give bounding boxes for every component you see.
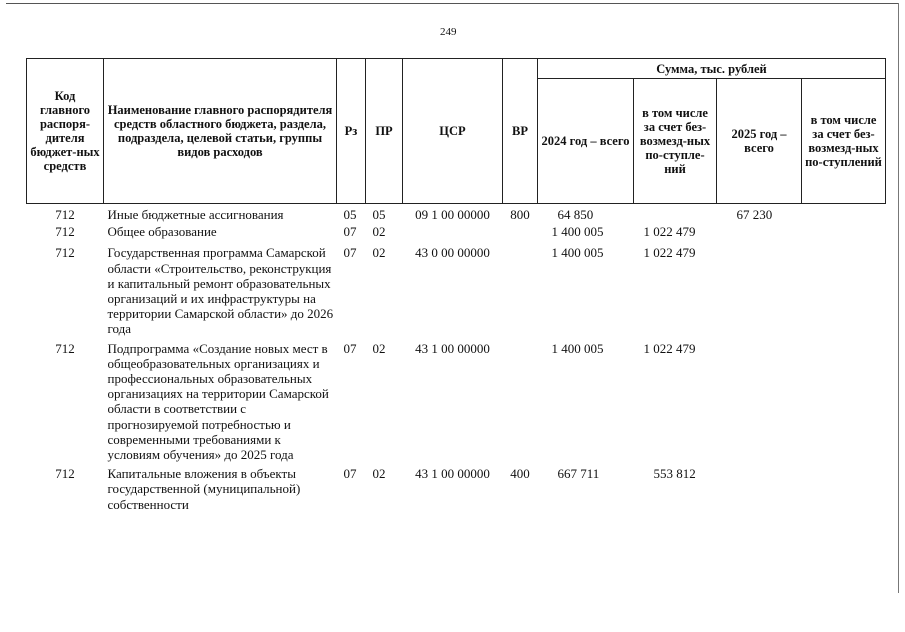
cell-code: 712: [55, 340, 75, 356]
cell-2024-grants: 1 022 479: [643, 245, 696, 261]
page-right-edge: [898, 3, 899, 593]
cell-2025-total: [717, 241, 802, 338]
cell-2025-grants: [802, 464, 886, 514]
table-row: [27, 204, 886, 225]
cell-pr: 02: [372, 466, 386, 482]
cell-csr: 43 0 00 00000: [415, 245, 490, 261]
header-2024-total: 2024 год – всего: [538, 79, 634, 204]
cell-csr: 43 1 00 00000: [415, 466, 490, 482]
budget-table: [26, 58, 886, 514]
page-top-edge: [6, 3, 899, 4]
cell-2025-total: 67 230: [736, 207, 773, 222]
cell-name: Государственная программа Самарской области «Строительство, реконструкция и капитальный ремонт образовательных организаций и их инфраструктуры на территории Самарской области» до 2026 года: [107, 245, 334, 337]
cell-2025-grants: [802, 241, 886, 338]
cell-vr: 400: [510, 466, 530, 482]
header-vr: ВР: [503, 59, 538, 204]
cell-pr: 02: [372, 245, 386, 261]
cell-2024-total: 64 850: [557, 207, 594, 222]
cell-rz: 07: [343, 245, 357, 261]
cell-2024-total: 667 711: [557, 466, 600, 482]
cell-2025-grants: [802, 204, 886, 225]
cell-2025-grants: [802, 224, 886, 241]
cell-vr: [503, 224, 538, 241]
cell-code: 712: [55, 207, 75, 222]
cell-pr: 02: [372, 224, 386, 240]
header-name: Наименование главного распорядителя средств областного бюджета, раздела, подраздела, целевой статьи, группы видов расходов: [104, 59, 337, 204]
cell-name: Общее образование: [107, 224, 217, 240]
cell-2024-total: 1 400 005: [551, 245, 604, 261]
cell-name: Подпрограмма «Создание новых мест в общеобразовательных организациях и профессиональных образовательных организациях на территории Самарской области в соответствии с прогнозируемой потребностью и современными требованиями к условиям обучения» до 2025 года: [107, 340, 329, 463]
cell-2025-total: [717, 339, 802, 465]
header-2025-grants: в том числе за счет без-возмезд-ных по-ступлений: [802, 79, 886, 204]
cell-2024-grants: 1 022 479: [643, 340, 696, 356]
cell-code: 712: [55, 466, 75, 482]
cell-2024-grants: [634, 204, 717, 225]
cell-2025-grants: [802, 339, 886, 465]
cell-code: 712: [55, 245, 75, 261]
cell-vr: 800: [510, 207, 530, 222]
page-number: 249: [440, 26, 457, 38]
header-csr: ЦСР: [403, 59, 503, 204]
cell-rz: 07: [343, 224, 357, 240]
cell-code: 712: [55, 224, 75, 240]
cell-pr: 02: [372, 340, 386, 356]
table-row: [27, 241, 886, 338]
table-row: [27, 464, 886, 514]
cell-rz: 05: [343, 207, 357, 222]
cell-pr: 05: [372, 207, 386, 222]
header-2025-total: 2025 год – всего: [717, 79, 802, 204]
header-pr: ПР: [366, 59, 403, 204]
cell-rz: 07: [343, 466, 357, 482]
header-sum-group: Сумма, тыс. рублей: [538, 59, 886, 79]
cell-2024-total: 1 400 005: [551, 340, 604, 356]
cell-rz: 07: [343, 340, 357, 356]
cell-vr: [503, 339, 538, 465]
header-code: Код главного распоря-дителя бюджет-ных средств: [27, 59, 104, 204]
cell-2024-total: 1 400 005: [551, 224, 604, 240]
cell-2025-total: [717, 464, 802, 514]
cell-2024-grants: 1 022 479: [643, 224, 696, 240]
cell-csr: 09 1 00 00000: [415, 207, 490, 222]
cell-2024-grants: 553 812: [653, 466, 696, 482]
cell-csr: [403, 224, 503, 241]
cell-2025-total: [717, 224, 802, 241]
cell-name: Иные бюджетные ассигнования: [107, 207, 284, 222]
table-row: [27, 224, 886, 241]
table-row: [27, 339, 886, 465]
cell-vr: [503, 241, 538, 338]
cell-name: Капитальные вложения в объекты государственной (муниципальной) собственности: [107, 466, 301, 512]
header-rz: Рз: [337, 59, 366, 204]
header-2024-grants: в том числе за счет без-возмезд-ных по-ступле-ний: [634, 79, 717, 204]
cell-csr: 43 1 00 00000: [415, 340, 490, 356]
